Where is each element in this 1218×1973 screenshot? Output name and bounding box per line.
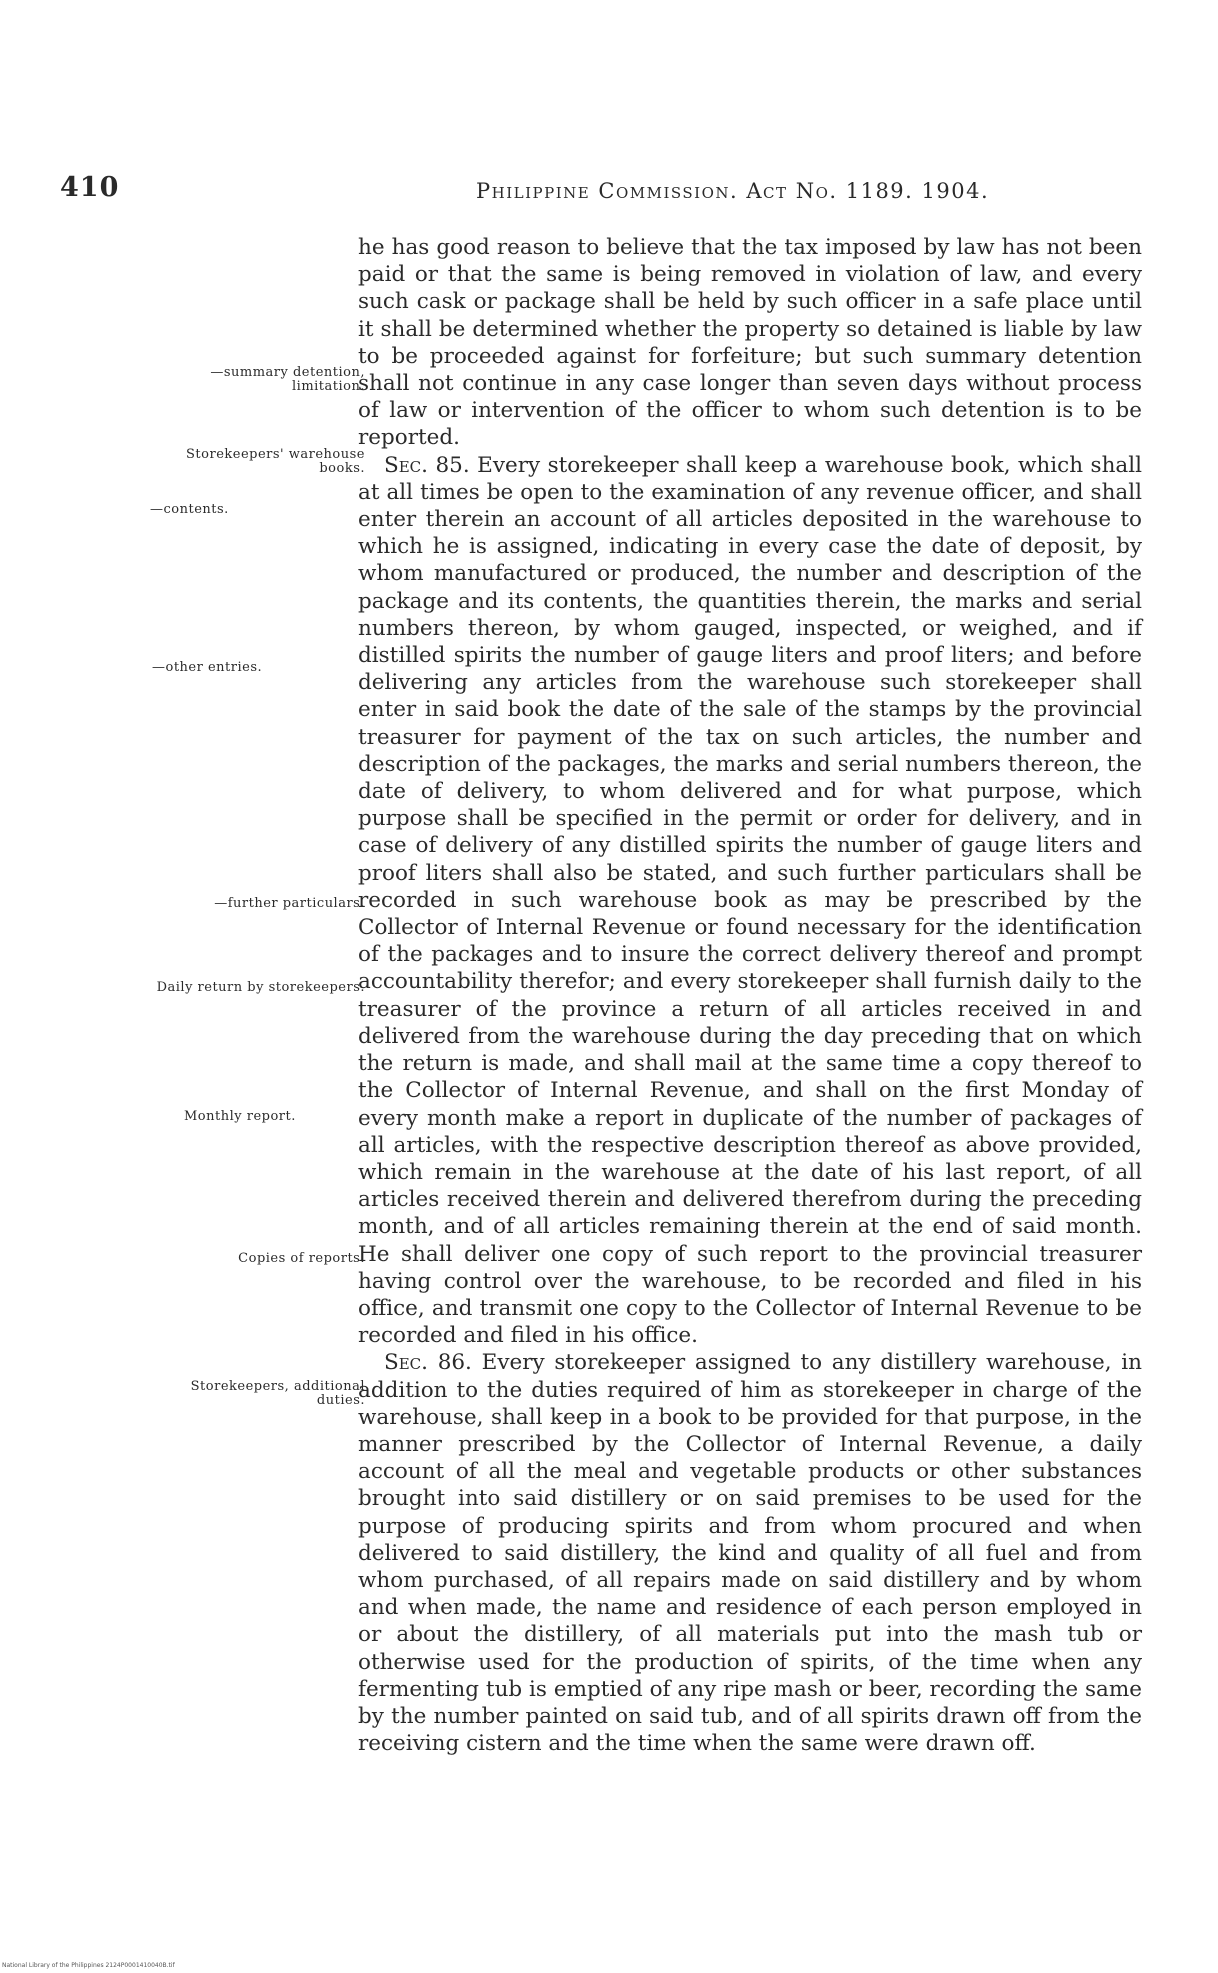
margin-note-monthly-report: Monthly report. <box>184 1109 296 1124</box>
margin-note-other-entries: —other entries. <box>152 660 263 675</box>
section-85-label: Sec. 85. <box>384 452 470 478</box>
margin-note-summary-detention: —summary detention, limitation. <box>210 365 365 394</box>
margin-note-warehouse-books: Storekeepers' warehouse books. <box>186 447 365 476</box>
margin-note-copies-of-reports: Copies of reports. <box>238 1251 365 1266</box>
section-86-text: Every storekeeper assigned to any distillery warehouse, in addition to the duties required of him as storekeeper in charge of the warehouse, shall keep in a book to be provided for that purpose, in the manner prescribed by the Collector of Internal Revenue, a daily account of all the meal and vegetable products or other substances brought into said distillery or on said premises to be used for the purpose of producing spirits and from whom procured and when delivered to said distillery, the kind and quality of all fuel and from whom purchased, of all repairs made on said distillery and by whom and when made, the name and residence of each person employed in or about the distillery, of all materials put into the mash tub or otherwise used for the production of spirits, of the time when any fermenting tub is emptied of any ripe mash or beer, recording the same by the number painted on said tub, and of all spirits drawn off from the receiving cistern and the time when the same were drawn off. <box>358 1350 1142 1757</box>
section-86-label: Sec. 86. <box>384 1350 472 1376</box>
body-text <box>358 234 1142 1757</box>
page-number: 410 <box>60 172 120 203</box>
margin-note-daily-return: Daily return by storekeepers. <box>156 980 365 995</box>
margin-note-further-particulars: —further particulars. <box>214 896 365 911</box>
margin-note-additional-duties: Storekeepers, additional duties. <box>190 1379 365 1408</box>
paragraph-continued: he has good reason to believe that the tax imposed by law has not been paid or that the same is being removed in violation of law, and every such cask or package shall be held by such officer in a safe place until it shall be determined whether the property so detained is liable by law to be proceeded against for forfeiture; but such summary detention shall not continue in any case longer than seven days without process of law or intervention of the officer to whom such detention is to be reported. <box>358 235 1142 451</box>
running-head: Philippine Commission. Act No. 1189. 1904. <box>476 179 990 203</box>
scan-footer: National Library of the Philippines 2124P0001410040B.tif <box>2 1962 175 1969</box>
section-85-text: Every storekeeper shall keep a warehouse book, which shall at all times be open to the examination of any revenue officer, and shall enter therein an account of all articles deposited in the warehouse to which he is assigned, indicating in every case the date of deposit, by whom manufactured or produced, the number and description of the package and its contents, the quantities therein, the marks and serial numbers thereon, by whom gauged, inspected, or weighed, and if distilled spirits the number of gauge liters and proof liters; and before delivering any articles from the warehouse such storekeeper shall enter in said book the date of the sale of the stamps by the provincial treasurer for payment of the tax on such articles, the number and description of the packages, the marks and serial numbers thereon, the date of delivery, to whom delivered and for what purpose, which purpose shall be specified in the permit or order for delivery, and in case of delivery of any distilled spirits the number of gauge liters and proof liters shall also be stated, and such further particulars shall be recorded in such warehouse book as may be prescribed by the Collector of Internal Revenue or found necessary for the identification of the packages and to insure the correct delivery thereof and prompt accountability therefor; and every storekeeper shall furnish daily to the treasurer of the province a return of all articles received in and delivered from the warehouse during the day preceding that on which the return is made, and shall mail at the same time a copy thereof to the Collector of Internal Revenue, and shall on the first Monday of every month make a report in duplicate of the number of packages of all articles, with the respective description thereof as above provided, which remain in the warehouse at the date of his last report, of all articles received therein and delivered therefrom during the preceding month, and of all articles remaining therein at the end of said month. He shall deliver one copy of such report to the provincial treasurer having control over the warehouse, to be recorded and filed in his office, and transmit one copy to the Collector of Internal Revenue to be recorded and filed in his office. <box>358 452 1142 1349</box>
section-86 <box>358 1349 1142 1757</box>
margin-note-contents: —contents. <box>150 502 229 517</box>
section-85 <box>358 452 1142 1350</box>
